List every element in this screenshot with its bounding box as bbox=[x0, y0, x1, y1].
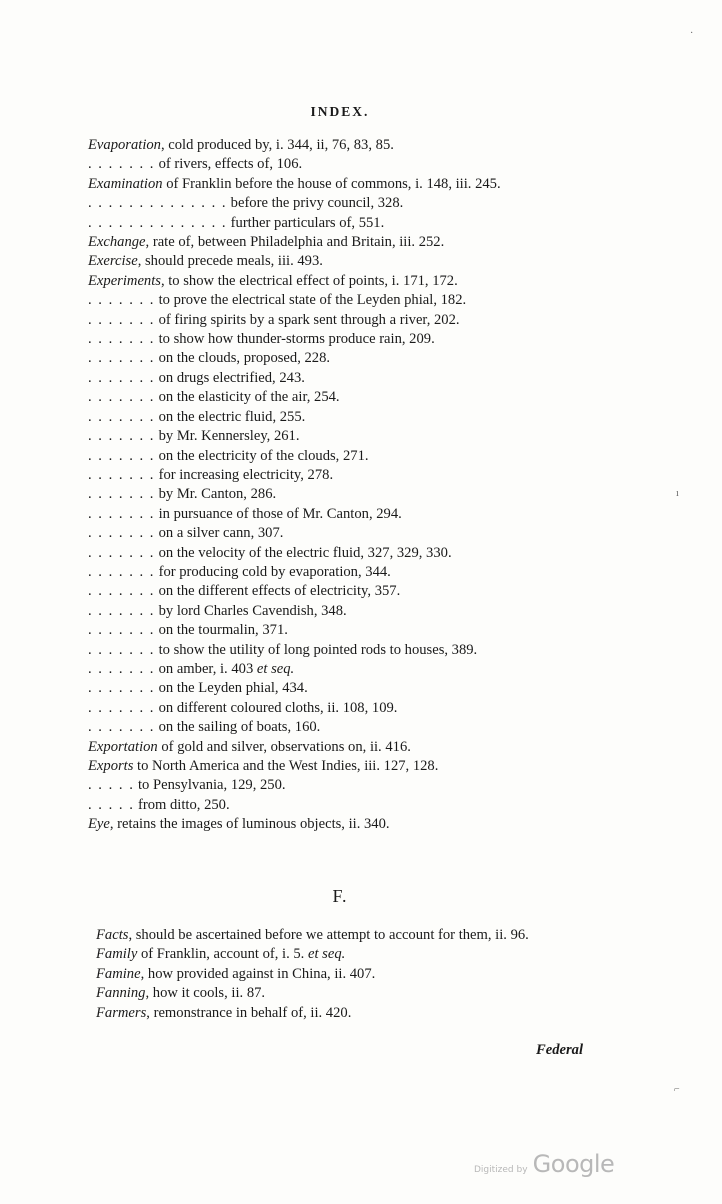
entry-text: , should precede meals, iii. 493. bbox=[137, 253, 323, 270]
entry-heading: Exchange bbox=[88, 234, 146, 251]
index-entry bbox=[88, 408, 600, 427]
entry-text: to show the utility of long pointed rods to houses, 389. bbox=[154, 641, 478, 658]
ditto-leader: . . . . . . . bbox=[88, 525, 155, 542]
ditto-leader: . . . . . . . bbox=[88, 699, 155, 716]
entry-heading: Experiments bbox=[88, 272, 161, 289]
entry-text: on the clouds, proposed, 228. bbox=[154, 350, 331, 367]
entry-text: , cold produced by, i. 344, ii, 76, 83, 85. bbox=[160, 137, 394, 153]
entry-text: before the privy council, 328. bbox=[227, 195, 404, 212]
entry-heading: Exercise bbox=[88, 253, 138, 270]
scan-speck: ı bbox=[676, 488, 679, 499]
entry-text: on different coloured cloths, ii. 108, 109. bbox=[154, 699, 398, 716]
index-entry bbox=[88, 233, 600, 252]
ditto-leader: . . . . . . . bbox=[88, 331, 155, 348]
entry-heading: Eye bbox=[88, 816, 110, 833]
index-entry bbox=[88, 621, 600, 640]
ditto-leader: . . . . . . . bbox=[88, 466, 155, 483]
index-entry bbox=[88, 505, 600, 524]
entry-latin: et seq. bbox=[256, 660, 295, 677]
entry-text: on a silver cann, 307. bbox=[154, 525, 284, 542]
index-entry bbox=[88, 563, 600, 582]
ditto-leader: . . . . . . . . . . . . . . bbox=[88, 195, 228, 212]
index-entry bbox=[88, 757, 600, 776]
entry-text: on the tourmalin, 371. bbox=[154, 622, 288, 639]
index-entry bbox=[96, 926, 596, 945]
index-entry bbox=[88, 175, 600, 194]
entry-text: of gold and silver, observations on, ii. 416. bbox=[157, 738, 411, 755]
ditto-leader: . . . . . . . bbox=[88, 311, 155, 328]
digitized-watermark bbox=[474, 1150, 614, 1178]
index-entry bbox=[88, 641, 600, 660]
ditto-leader: . . . . . . . bbox=[88, 602, 155, 619]
page-header: INDEX. bbox=[310, 104, 370, 119]
entry-text: to show how thunder-storms produce rain, 209. bbox=[154, 331, 435, 348]
index-entry bbox=[88, 718, 600, 737]
index-entry bbox=[88, 388, 600, 407]
watermark-prefix: Digitized by bbox=[474, 1165, 528, 1175]
index-entry bbox=[88, 466, 600, 485]
section-heading: F. bbox=[332, 886, 348, 906]
index-entry bbox=[88, 155, 600, 174]
index-entry bbox=[96, 945, 596, 964]
entry-text: , should be ascertained before we attempt to account for them, ii. 96. bbox=[128, 927, 529, 943]
entry-text: further particulars of, 551. bbox=[227, 214, 385, 231]
index-entry bbox=[88, 699, 600, 718]
scan-speck: ⌐ bbox=[674, 1084, 680, 1095]
index-entry bbox=[88, 776, 600, 795]
entry-text: on amber, i. 403 bbox=[154, 660, 257, 677]
entry-text: , how it cools, ii. 87. bbox=[145, 985, 266, 1002]
index-entry bbox=[88, 330, 600, 349]
entry-text: to Pensylvania, 129, 250. bbox=[134, 777, 286, 794]
index-entry bbox=[88, 214, 600, 233]
entry-heading: Farmers bbox=[96, 1004, 147, 1021]
index-entry bbox=[88, 582, 600, 601]
ditto-leader: . . . . . . . bbox=[88, 563, 155, 580]
index-entry bbox=[88, 485, 600, 504]
entry-text: by lord Charles Cavendish, 348. bbox=[154, 602, 347, 619]
ditto-leader: . . . . . . . bbox=[88, 408, 155, 425]
index-entry bbox=[88, 311, 600, 330]
index-entry bbox=[88, 679, 600, 698]
ditto-leader: . . . . . . . bbox=[88, 719, 155, 736]
index-entry bbox=[88, 447, 600, 466]
entry-text: , rate of, between Philadelphia and Britain, iii. 252. bbox=[145, 234, 445, 251]
index-entry bbox=[88, 349, 600, 368]
entry-heading: Evaporation bbox=[88, 137, 161, 153]
ditto-leader: . . . . . bbox=[88, 777, 135, 794]
entry-latin: et seq. bbox=[307, 946, 346, 963]
entry-heading: Exports bbox=[88, 758, 134, 774]
entry-text: on the Leyden phial, 434. bbox=[154, 680, 308, 697]
entry-text: of Franklin, account of, i. 5. bbox=[137, 946, 308, 963]
entry-text: of firing spirits by a spark sent through a river, 202. bbox=[154, 311, 460, 328]
entry-text: on drugs electrified, 243. bbox=[154, 369, 305, 386]
entry-text: on the elasticity of the air, 254. bbox=[154, 389, 340, 406]
entry-text: in pursuance of those of Mr. Canton, 294. bbox=[154, 505, 402, 522]
entry-text: for increasing electricity, 278. bbox=[154, 466, 334, 483]
ditto-leader: . . . . . . . bbox=[88, 156, 155, 173]
entry-text: on the electricity of the clouds, 271. bbox=[154, 447, 369, 464]
index-entry bbox=[88, 252, 600, 271]
entry-text: of rivers, effects of, 106. bbox=[154, 156, 303, 173]
index-entry bbox=[88, 660, 600, 679]
entry-text: of Franklin before the house of commons, i. 148, iii. 245. bbox=[162, 175, 501, 192]
ditto-leader: . . . . . bbox=[88, 796, 135, 813]
ditto-leader: . . . . . . . bbox=[88, 505, 155, 522]
entry-text: , how provided against in China, ii. 407. bbox=[140, 965, 376, 982]
index-entry bbox=[88, 369, 600, 388]
entry-heading: Exportation bbox=[88, 738, 158, 755]
ditto-leader: . . . . . . . bbox=[88, 428, 155, 445]
ditto-leader: . . . . . . . . . . . . . . bbox=[88, 214, 228, 231]
entry-text: for producing cold by evaporation, 344. bbox=[154, 563, 391, 580]
entry-heading: Facts bbox=[96, 927, 129, 943]
entry-heading: Fanning bbox=[96, 985, 146, 1002]
scan-speck: · bbox=[690, 28, 694, 39]
entry-text: from ditto, 250. bbox=[134, 796, 230, 813]
entry-text: , remonstrance in behalf of, ii. 420. bbox=[146, 1004, 352, 1021]
entry-text: on the velocity of the electric fluid, 327, 329, 330. bbox=[154, 544, 452, 561]
ditto-leader: . . . . . . . bbox=[88, 680, 155, 697]
entry-text: to North America and the West Indies, iii. 127, 128. bbox=[133, 758, 439, 774]
ditto-leader: . . . . . . . bbox=[88, 389, 155, 406]
index-entry bbox=[88, 544, 600, 563]
ditto-leader: . . . . . . . bbox=[88, 369, 155, 386]
catchword: Federal bbox=[536, 1042, 584, 1058]
index-entry bbox=[88, 602, 600, 621]
index-entry bbox=[88, 427, 600, 446]
entry-text: on the electric fluid, 255. bbox=[154, 408, 306, 425]
index-entries-f bbox=[96, 926, 596, 1023]
entry-heading: Family bbox=[96, 946, 138, 963]
index-entry bbox=[88, 815, 600, 834]
ditto-leader: . . . . . . . bbox=[88, 622, 155, 639]
ditto-leader: . . . . . . . bbox=[88, 641, 155, 658]
index-entry bbox=[88, 194, 600, 213]
entry-text: , retains the images of luminous objects, ii. 340. bbox=[109, 816, 390, 833]
index-entry bbox=[88, 291, 600, 310]
entry-text: to prove the electrical state of the Leyden phial, 182. bbox=[154, 292, 467, 309]
index-entry bbox=[96, 965, 596, 984]
index-entry bbox=[96, 984, 596, 1003]
entry-heading: Examination bbox=[88, 175, 163, 192]
ditto-leader: . . . . . . . bbox=[88, 447, 155, 464]
index-entry bbox=[88, 136, 600, 155]
entry-text: on the different effects of electricity, 357. bbox=[154, 583, 401, 600]
google-logo: Google bbox=[532, 1150, 615, 1178]
index-entry bbox=[88, 524, 600, 543]
ditto-leader: . . . . . . . bbox=[88, 350, 155, 367]
ditto-leader: . . . . . . . bbox=[88, 292, 155, 309]
entry-text: by Mr. Canton, 286. bbox=[154, 486, 277, 503]
entry-text: by Mr. Kennersley, 261. bbox=[154, 428, 300, 445]
ditto-leader: . . . . . . . bbox=[88, 486, 155, 503]
ditto-leader: . . . . . . . bbox=[88, 660, 155, 677]
ditto-leader: . . . . . . . bbox=[88, 544, 155, 561]
index-entries-e bbox=[88, 136, 600, 835]
index-entry bbox=[88, 738, 600, 757]
index-entry bbox=[88, 272, 600, 291]
entry-text: on the sailing of boats, 160. bbox=[154, 719, 321, 736]
ditto-leader: . . . . . . . bbox=[88, 583, 155, 600]
index-entry bbox=[96, 1004, 596, 1023]
entry-heading: Famine bbox=[96, 965, 141, 982]
entry-text: , to show the electrical effect of points, i. 171, 172. bbox=[160, 272, 458, 289]
index-entry bbox=[88, 796, 600, 815]
